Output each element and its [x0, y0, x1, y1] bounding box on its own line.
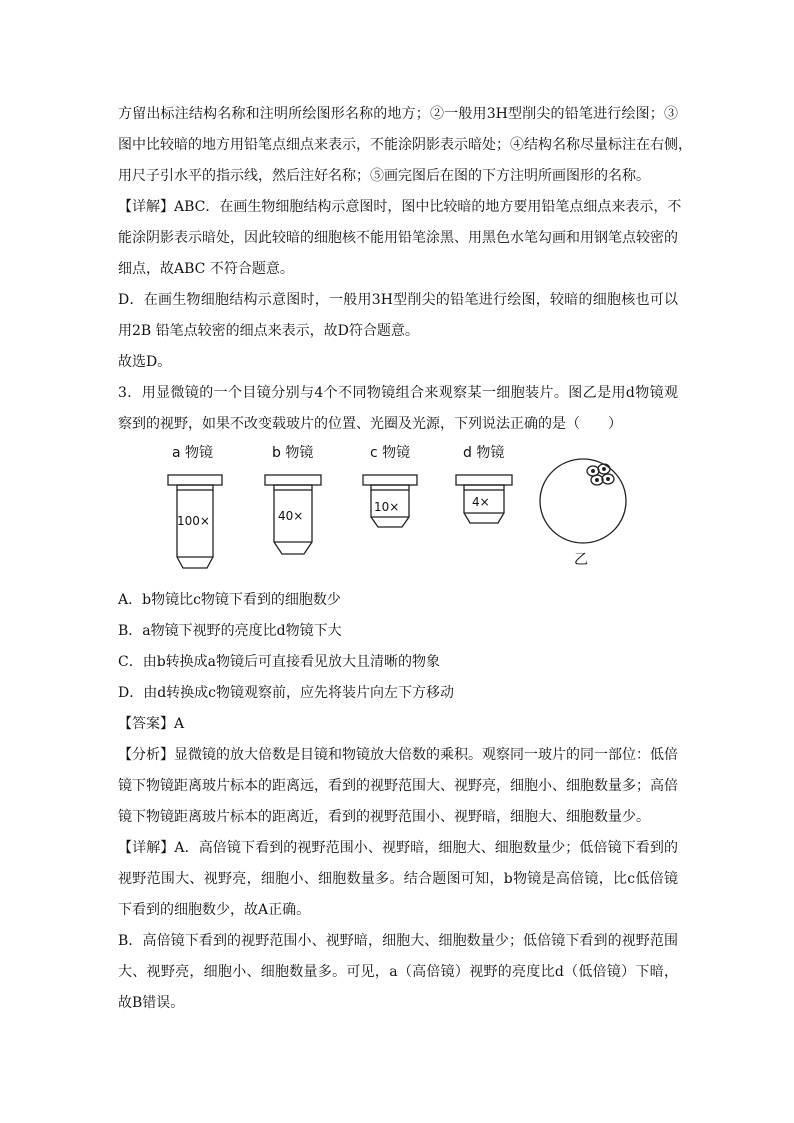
- text-line: 方留出标注结构名称和注明所绘图形名称的地方；②一般用3H型削尖的铅笔进行绘图；③: [118, 106, 678, 122]
- text-line: 用尺子引水平的指示线，然后注好名称；⑤画完图后在图的下方注明所画图形的名称。: [118, 168, 650, 184]
- answer-line: 【答案】A: [118, 716, 185, 732]
- analysis-line: 【分析】显微镜的放大倍数是目镜和物镜放大倍数的乘积。观察同一玻片的同一部位：低倍: [118, 747, 678, 763]
- lens-c-label: c 物镜: [370, 445, 411, 461]
- objective-lens-figure: [150, 443, 640, 573]
- lens-b-label: b 物镜: [272, 445, 314, 461]
- objective-lens-a: [168, 475, 222, 568]
- field-of-view-circle: [540, 459, 626, 543]
- detail-line: 【详解】A．高倍镜下看到的视野范围小、视野暗，细胞大、细胞数量少；低倍镜下看到的: [118, 840, 678, 856]
- svg-text:4×: 4×: [472, 495, 490, 509]
- detail-line: 视野范围大、视野亮，细胞小、细胞数量多。结合题图可知，b物镜是高倍镜，比c低倍镜: [118, 871, 678, 887]
- text-line: 能涂阴影表示暗处，因此较暗的细胞核不能用铅笔涂黑、用黑色水笔勾画和用钢笔点较密的: [118, 230, 678, 246]
- field-of-view-label: 乙: [574, 552, 588, 568]
- svg-text:100×: 100×: [177, 514, 210, 528]
- analysis-line: 镜下物镜距离玻片标本的距离近，看到的视野范围小、视野暗，细胞大、细胞数量少。: [118, 809, 650, 825]
- question-stem-line: 察到的视野，如果不改变载玻片的位置、光圈及光源，下列说法正确的是（ ）: [118, 416, 622, 432]
- lens-d-label: d 物镜: [463, 445, 505, 461]
- text-line: 故选D。: [118, 354, 172, 370]
- objective-lens-b: [265, 475, 321, 554]
- text-line: D．在画生物细胞结构示意图时，一般用3H型削尖的铅笔进行绘图，较暗的细胞核也可以: [118, 292, 678, 308]
- analysis-line: 镜下物镜距离玻片标本的距离远，看到的视野范围大、视野亮，细胞小、细胞数量多；高倍: [118, 778, 678, 794]
- question-stem-line: 3．用显微镜的一个目镜分别与4个不同物镜组合来观察某一细胞装片。图乙是用d物镜观: [118, 385, 678, 401]
- svg-text:10×: 10×: [374, 500, 400, 514]
- text-line: 【详解】ABC．在画生物细胞结构示意图时，图中比较暗的地方要用铅笔点细点来表示，不: [118, 199, 682, 215]
- detail-line: B．高倍镜下看到的视野范围小、视野暗，细胞大、细胞数量少；低倍镜下看到的视野范围: [118, 933, 678, 949]
- lens-a-label: a 物镜: [172, 445, 214, 461]
- option-a: A．b物镜比c物镜下看到的细胞数少: [118, 592, 341, 608]
- objective-lens-c: [363, 475, 417, 527]
- detail-line: 下看到的细胞数少，故A正确。: [118, 902, 311, 918]
- svg-text:40×: 40×: [278, 509, 304, 523]
- option-d: D．由d转换成c物镜观察前，应先将装片向左下方移动: [118, 685, 455, 701]
- option-b: B．a物镜下视野的亮度比d物镜下大: [118, 623, 342, 639]
- text-line: 图中比较暗的地方用铅笔点细点来表示，不能涂阴影表示暗处；④结构名称尽量标注在右侧，: [118, 137, 692, 153]
- objective-lens-d: [456, 475, 512, 523]
- option-c: C．由b转换成a物镜后可直接看见放大且清晰的物象: [118, 654, 441, 670]
- text-line: 细点，故ABC 不符合题意。: [118, 261, 294, 277]
- text-line: 用2B 铅笔点较密的细点来表示，故D符合题意。: [118, 323, 419, 339]
- detail-line: 大、视野亮，细胞小、细胞数量多。可见，a（高倍镜）视野的亮度比d（低倍镜）下暗，: [118, 964, 678, 980]
- detail-line: 故B错误。: [118, 995, 185, 1011]
